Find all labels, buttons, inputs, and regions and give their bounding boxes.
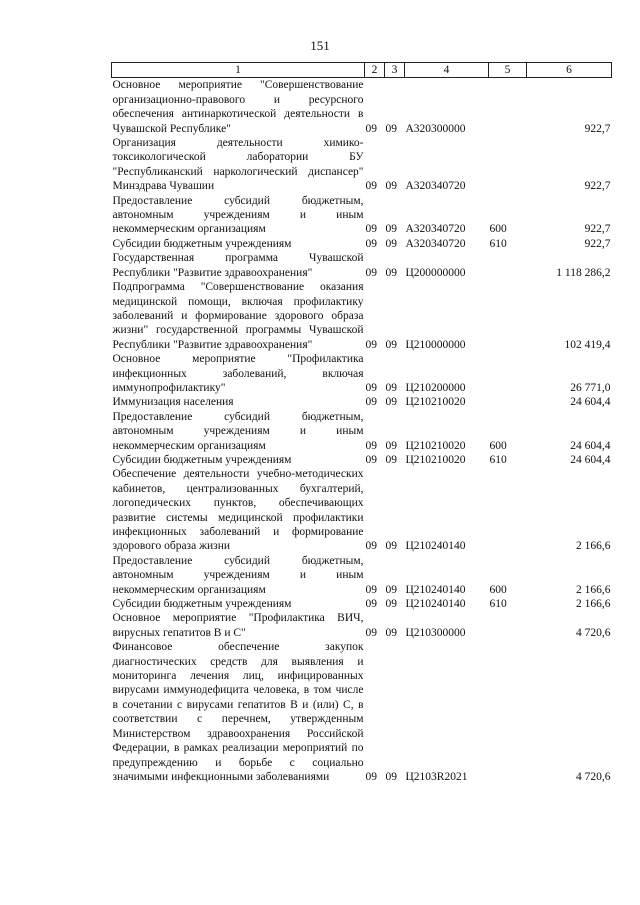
- row-section: 09: [365, 381, 377, 394]
- row-expense-type: [489, 136, 527, 194]
- header-cell: 4: [405, 63, 489, 78]
- page-number: 151: [310, 38, 330, 53]
- row-target-code: Ц210240140: [405, 598, 466, 611]
- row-subsection: 09: [385, 439, 397, 452]
- row-subsection: 09: [385, 770, 397, 783]
- row-target-code: Ц210210020: [405, 439, 466, 452]
- table-row: [112, 136, 612, 194]
- header-cell: 3: [385, 63, 405, 78]
- row-name: Государственная программа Чувашской Республики "Развитие здравоохранения": [112, 252, 364, 279]
- table-row: [112, 640, 612, 784]
- row-section: 09: [365, 237, 377, 250]
- row-name: Предоставление субсидий бюджетным, автономным учреждениям и иным некоммерческим организациям: [112, 554, 364, 596]
- row-expense-type: [489, 280, 527, 352]
- row-target-code: А320300000: [405, 122, 466, 135]
- row-section: 09: [365, 540, 377, 553]
- row-target-code: А320340720: [405, 237, 466, 250]
- row-subsection: 09: [385, 223, 397, 236]
- row-target-code: Ц210000000: [405, 338, 466, 351]
- table-row: [112, 251, 612, 280]
- row-name: Субсидии бюджетным учреждениям: [112, 237, 292, 250]
- row-section: 09: [365, 223, 377, 236]
- table-row: [112, 237, 612, 251]
- table-row: [112, 410, 612, 453]
- row-subsection: 09: [385, 338, 397, 351]
- row-amount: 24 604,4: [570, 396, 611, 409]
- row-subsection: 09: [385, 453, 397, 466]
- row-expense-type: [489, 352, 527, 395]
- row-name: Предоставление субсидий бюджетным, автономным учреждениям и иным некоммерческим организациям: [112, 410, 364, 452]
- row-subsection: 09: [385, 540, 397, 553]
- header-cell: 6: [527, 63, 612, 78]
- row-subsection: 09: [385, 237, 397, 250]
- row-amount: 24 604,4: [570, 453, 611, 466]
- row-section: 09: [365, 122, 377, 135]
- row-target-code: Ц210240140: [405, 540, 466, 553]
- row-expense-type: [489, 640, 527, 784]
- row-target-code: Ц200000000: [405, 266, 466, 279]
- table-row: [112, 467, 612, 553]
- row-expense-type: 600: [489, 439, 507, 452]
- row-amount: 24 604,4: [570, 439, 611, 452]
- row-name: Финансовое обеспечение закупок диагностических средств для выявления и мониторинга лечения лиц, инфицированных вирусами иммунодефицита человека, в том числе в сочетании с вирусами гепатитов В и (или) С, в соответствии с перечнем, утвержденным Министерством здравоохранения Российской Федерации, в рамках реализации мероприятий по предупреждению и борьбе с социально значимыми инфекционными заболеваниями: [112, 641, 364, 783]
- row-section: 09: [365, 583, 377, 596]
- row-target-code: Ц210240140: [405, 583, 466, 596]
- budget-table: [111, 62, 612, 784]
- row-name: Предоставление субсидий бюджетным, автономным учреждениям и иным некоммерческим организациям: [112, 194, 364, 236]
- row-subsection: 09: [385, 626, 397, 639]
- row-name: Субсидии бюджетным учреждениям: [112, 453, 292, 466]
- table-row: [112, 78, 612, 136]
- row-expense-type: [489, 251, 527, 280]
- row-subsection: 09: [385, 583, 397, 596]
- row-expense-type: [489, 78, 527, 136]
- row-name: Организация деятельности химико-токсикологической лаборатории БУ "Республиканский наркологический диспансер" Минздрава Чувашии: [112, 137, 364, 193]
- row-section: 09: [365, 626, 377, 639]
- table-row: [112, 352, 612, 395]
- row-subsection: 09: [385, 180, 397, 193]
- row-amount: 922,7: [584, 223, 611, 236]
- row-subsection: 09: [385, 266, 397, 279]
- row-target-code: Ц210200000: [405, 381, 466, 394]
- row-subsection: 09: [385, 396, 397, 409]
- table-row: [112, 554, 612, 597]
- row-amount: 922,7: [584, 237, 611, 250]
- row-name: Обеспечение деятельности учебно-методических кабинетов, централизованных бухгалтерий, логопедических пунктов, обеспечивающих развитие системы медицинской профилактики инфекционных заболеваний и формирование здорового образа жизни: [112, 468, 364, 553]
- row-amount: 2 166,6: [576, 540, 611, 553]
- row-expense-type: 610: [489, 453, 507, 466]
- table-row: [112, 611, 612, 640]
- row-section: 09: [365, 396, 377, 409]
- row-subsection: 09: [385, 381, 397, 394]
- row-name: Иммунизация населения: [112, 396, 234, 409]
- row-section: 09: [365, 180, 377, 193]
- row-amount: 922,7: [584, 180, 611, 193]
- row-expense-type: 600: [489, 583, 507, 596]
- header-cell: 5: [489, 63, 527, 78]
- table-row: [112, 395, 612, 409]
- row-target-code: Ц210210020: [405, 453, 466, 466]
- header-cell: 1: [112, 63, 365, 78]
- row-name: Субсидии бюджетным учреждениям: [112, 598, 292, 611]
- row-expense-type: [489, 611, 527, 640]
- row-target-code: Ц210300000: [405, 626, 466, 639]
- row-name: Основное мероприятие "Профилактика ВИЧ, вирусных гепатитов В и С": [112, 612, 364, 639]
- row-name: Основное мероприятие "Совершенствование организационно-правового и ресурсного обеспечения антинаркотической деятельности в Чувашской Республике": [112, 79, 364, 135]
- row-amount: 4 720,6: [576, 626, 611, 639]
- row-amount: 26 771,0: [570, 381, 611, 394]
- table-row: [112, 280, 612, 352]
- table-row: [112, 194, 612, 237]
- row-amount: 2 166,6: [576, 598, 611, 611]
- row-expense-type: 610: [489, 598, 507, 611]
- row-name: Подпрограмма "Совершенствование оказания медицинской помощи, включая профилактику заболеваний и формирование здорового образа жизни" государственной программы Чувашской Республики "Развитие здравоохранения": [112, 281, 364, 351]
- row-section: 09: [365, 453, 377, 466]
- row-expense-type: [489, 467, 527, 553]
- table-row: [112, 597, 612, 611]
- row-expense-type: [489, 395, 527, 409]
- table-row: [112, 453, 612, 467]
- row-amount: 2 166,6: [576, 583, 611, 596]
- row-name: Основное мероприятие "Профилактика инфекционных заболеваний, включая иммунопрофилактику": [112, 353, 364, 394]
- table-header-row: [112, 63, 612, 78]
- row-expense-type: 610: [489, 237, 507, 250]
- row-amount: 922,7: [584, 122, 611, 135]
- row-target-code: Ц210210020: [405, 396, 466, 409]
- row-section: 09: [365, 338, 377, 351]
- row-subsection: 09: [385, 598, 397, 611]
- row-subsection: 09: [385, 122, 397, 135]
- header-cell: 2: [365, 63, 385, 78]
- row-section: 09: [365, 598, 377, 611]
- row-target-code: А320340720: [405, 180, 466, 193]
- row-expense-type: 600: [489, 223, 507, 236]
- row-section: 09: [365, 770, 377, 783]
- row-target-code: Ц2103R2021: [405, 770, 468, 783]
- row-amount: 102 419,4: [564, 338, 611, 351]
- row-section: 09: [365, 266, 377, 279]
- row-section: 09: [365, 439, 377, 452]
- row-amount: 4 720,6: [576, 770, 611, 783]
- row-amount: 1 118 286,2: [556, 266, 611, 279]
- row-target-code: А320340720: [405, 223, 466, 236]
